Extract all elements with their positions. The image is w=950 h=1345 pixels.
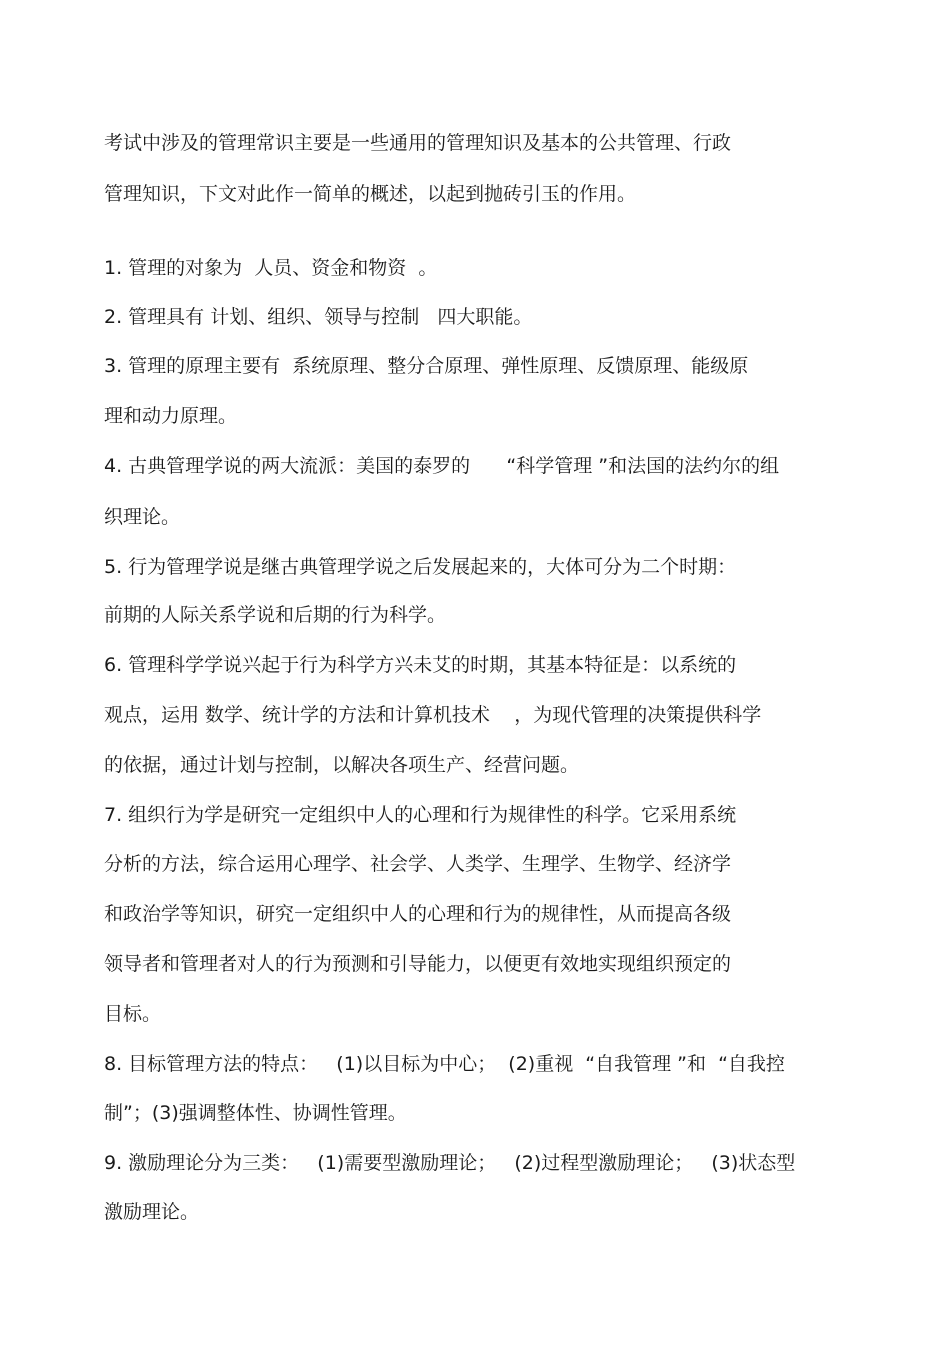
item-7-line-3: 和政治学等知识，研究一定组织中人的心理和行为的规律性，从而提高各级 bbox=[104, 903, 732, 925]
item-5-line-2: 前期的人际关系学说和后期的行为科学。 bbox=[104, 604, 447, 626]
item-3-line-2: 理和动力原理。 bbox=[104, 405, 238, 427]
item-5-line-1: 5. 行为管理学说是继古典管理学说之后发展起来的，大体可分为二个时期： bbox=[104, 556, 737, 578]
item-6-line-3: 的依据，通过计划与控制，以解决各项生产、经营问题。 bbox=[104, 754, 580, 776]
item-4-line-2: 织理论。 bbox=[104, 506, 181, 528]
item-9-line-1: 9. 激励理论分为三类： (1)需要型激励理论； (2)过程型激励理论； (3)状态型 bbox=[104, 1152, 796, 1174]
item-8-line-2: 制”；(3)强调整体性、协调性管理。 bbox=[104, 1102, 407, 1124]
item-1-line-1: 1. 管理的对象为 人员、资金和物资 。 bbox=[104, 257, 438, 279]
item-7-line-1: 7. 组织行为学是研究一定组织中人的心理和行为规律性的科学。它采用系统 bbox=[104, 804, 737, 826]
item-4-line-1: 4. 古典管理学说的两大流派：美国的泰罗的 “科学管理 ”和法国的法约尔的组 bbox=[104, 455, 780, 477]
intro-line-2: 管理知识，下文对此作一简单的概述，以起到抛砖引玉的作用。 bbox=[104, 183, 637, 205]
item-9-line-2: 激励理论。 bbox=[104, 1201, 200, 1223]
item-7-line-4: 领导者和管理者对人的行为预测和引导能力，以便更有效地实现组织预定的 bbox=[104, 953, 732, 975]
intro-line-1: 考试中涉及的管理常识主要是一些通用的管理知识及基本的公共管理、行政 bbox=[104, 132, 732, 154]
item-8-line-1: 8. 目标管理方法的特点： (1)以目标为中心； (2)重视 “自我管理 ”和 “自我控 bbox=[104, 1053, 785, 1075]
item-6-line-1: 6. 管理科学学说兴起于行为科学方兴未艾的时期，其基本特征是：以系统的 bbox=[104, 654, 737, 676]
item-7-line-5: 目标。 bbox=[104, 1003, 162, 1025]
item-3-line-1: 3. 管理的原理主要有 系统原理、整分合原理、弹性原理、反馈原理、能级原 bbox=[104, 355, 749, 377]
item-2-line-1: 2. 管理具有 计划、组织、领导与控制 四大职能。 bbox=[104, 306, 533, 328]
item-6-line-2: 观点，运用 数学、统计学的方法和计算机技术 ，为现代管理的决策提供科学 bbox=[104, 704, 762, 726]
item-7-line-2: 分析的方法，综合运用心理学、社会学、人类学、生理学、生物学、经济学 bbox=[104, 853, 732, 875]
